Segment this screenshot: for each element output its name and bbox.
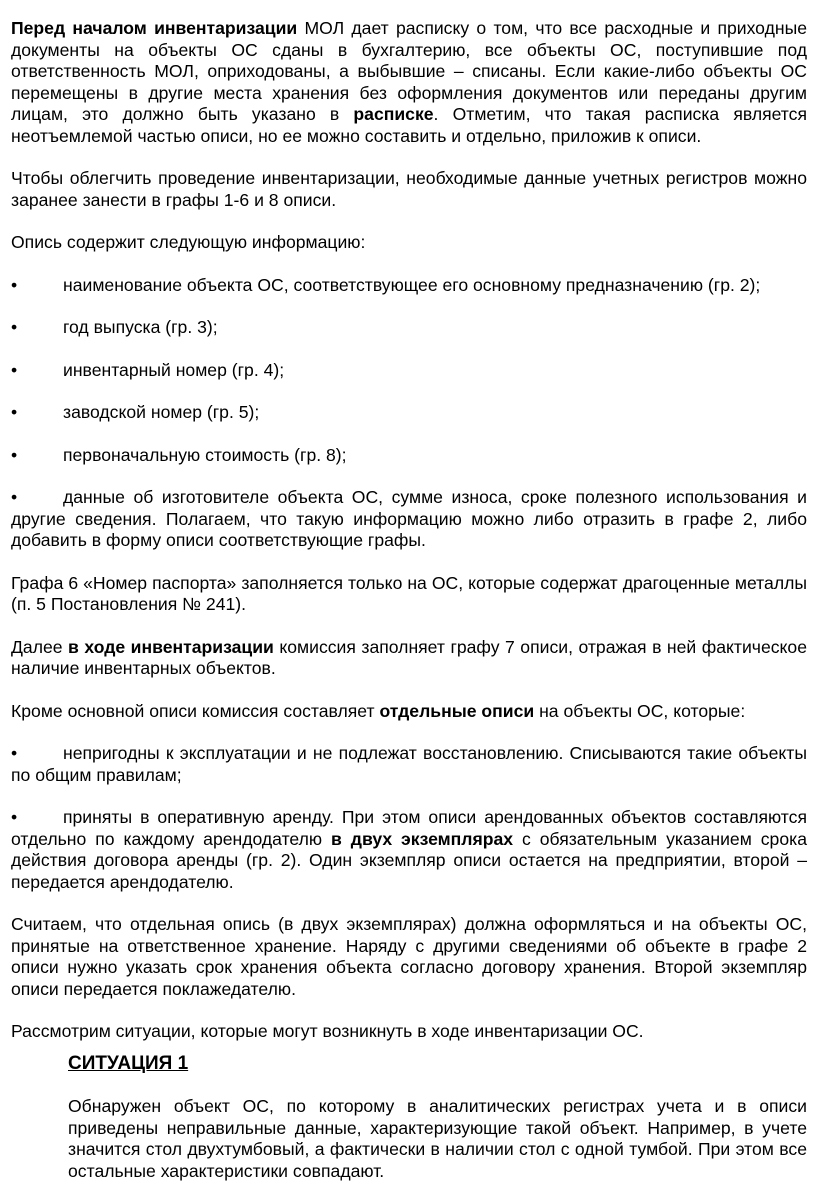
list-item bbox=[11, 360, 807, 382]
bold-during-inventory: в ходе инвентаризации bbox=[68, 636, 274, 657]
paragraph-contents-intro: Опись содержит следующую информацию: bbox=[11, 232, 366, 252]
paragraph-situations-intro: Рассмотрим ситуации, которые могут возникнуть в ходе инвентаризации ОС. bbox=[11, 1021, 644, 1041]
list-item bbox=[11, 275, 807, 297]
paragraph-commission bbox=[11, 637, 807, 680]
bullet-icon: • bbox=[11, 274, 18, 295]
list-item bbox=[11, 445, 807, 467]
bold-term-receipt: расписке bbox=[353, 104, 434, 124]
paragraph-receipt bbox=[11, 18, 807, 147]
bullet-icon: • bbox=[11, 359, 18, 380]
list-item-text: приняты в оперативную аренду. При этом описи арендованных объектов составляются отдельно по каждому арендодателю bbox=[11, 807, 807, 849]
situation-section bbox=[68, 1053, 807, 1183]
list-item bbox=[11, 487, 807, 552]
paragraph-text: комиссия заполняет графу 7 описи, отражая в ней фактическое наличие инвентарных объектов. bbox=[11, 636, 807, 678]
list-item-text: инвентарный номер (гр. 4); bbox=[63, 359, 285, 380]
situation-title: СИТУАЦИЯ 1 bbox=[68, 1052, 189, 1074]
bullet-icon: • bbox=[11, 317, 18, 337]
paragraph-text: МОЛ дает расписку о том, что все расходные и приходные документы на объекты ОС сданы в бухгалтерию, все объекты ОС, поступившие под ответственность МОЛ, оприходованы, а выбывшие – списаны. Если какие-либо объекты ОС перемещены в другие места хранения без оформления документов или переданы другим лицам, это должно быть указано в bbox=[11, 18, 807, 124]
bold-lead: Перед началом инвентаризации bbox=[11, 18, 298, 38]
list-item-text: год выпуска (гр. 3); bbox=[63, 317, 218, 337]
list-item-text: данные об изготовителе объекта ОС, сумме износа, сроке полезного использования и другие сведения. Полагаем, что такую информацию можно либо отразить в графе 2, либо добавить в форму описи соответствующие графы. bbox=[11, 487, 807, 550]
paragraph-custody: Считаем, что отдельная опись (в двух экземплярах) должна оформляться и на объекты ОС, принятые на ответственное хранение. Наряду с другими сведениями об объекте в графе 2 описи нужно указать срок хранения объекта согласно договору хранения. Второй экземпляр описи передается поклажедателю. bbox=[11, 914, 807, 999]
bold-two-copies: в двух экземплярах bbox=[331, 828, 514, 849]
paragraph-passport: Графа 6 «Номер паспорта» заполняется только на ОС, которые содержат драгоценные металлы (п. 5 Постановления № 241). bbox=[11, 572, 807, 614]
paragraph-prefill: Чтобы облегчить проведение инвентаризации, необходимые данные учетных регистров можно заранее занести в графы 1-6 и 8 описи. bbox=[11, 168, 807, 210]
paragraph-text: Далее bbox=[11, 636, 69, 657]
paragraph-text: на объекты ОС, которые: bbox=[534, 700, 746, 721]
bold-separate-lists: отдельные описи bbox=[379, 700, 535, 721]
list-item bbox=[11, 317, 807, 339]
list-item-text: заводской номер (гр. 5); bbox=[63, 402, 260, 422]
bullet-icon: • bbox=[11, 487, 18, 507]
list-item bbox=[11, 743, 807, 786]
list-item-text: первоначальную стоимость (гр. 8); bbox=[63, 444, 347, 465]
list-item-text: с обязательным указанием срока действия договора аренды (гр. 2). Один экземпляр описи остается на предприятии, второй – передается арендодателю. bbox=[11, 828, 807, 892]
paragraph-separate-lists bbox=[11, 701, 807, 723]
bullet-icon: • bbox=[11, 807, 18, 827]
bullet-icon: • bbox=[11, 743, 18, 763]
paragraph-text: . Отметим, что такая расписка является неотъемлемой частью описи, но ее можно составить и отдельно, приложив к описи. bbox=[11, 104, 807, 146]
list-item-text: наименование объекта ОС, соответствующее его основному предназначению (гр. 2); bbox=[63, 274, 761, 295]
situation-text: Обнаружен объект ОС, по которому в аналитических регистрах учета и в описи приведены неправильные данные, характеризующие такой объект. Например, в учете значится стол двухтумбовый, а фактически в наличии стол с одной тумбой. При этом все остальные характеристики совпадают. bbox=[68, 1096, 807, 1181]
bullet-icon: • bbox=[11, 444, 18, 465]
document-page bbox=[11, 18, 807, 1182]
paragraph-text: Кроме основной описи комиссия составляет bbox=[11, 700, 380, 721]
list-item bbox=[11, 807, 807, 893]
list-item bbox=[11, 402, 807, 424]
bullet-icon: • bbox=[11, 402, 18, 422]
list-item-text: непригодны к эксплуатации и не подлежат восстановлению. Списываются такие объекты по общим правилам; bbox=[11, 743, 807, 785]
